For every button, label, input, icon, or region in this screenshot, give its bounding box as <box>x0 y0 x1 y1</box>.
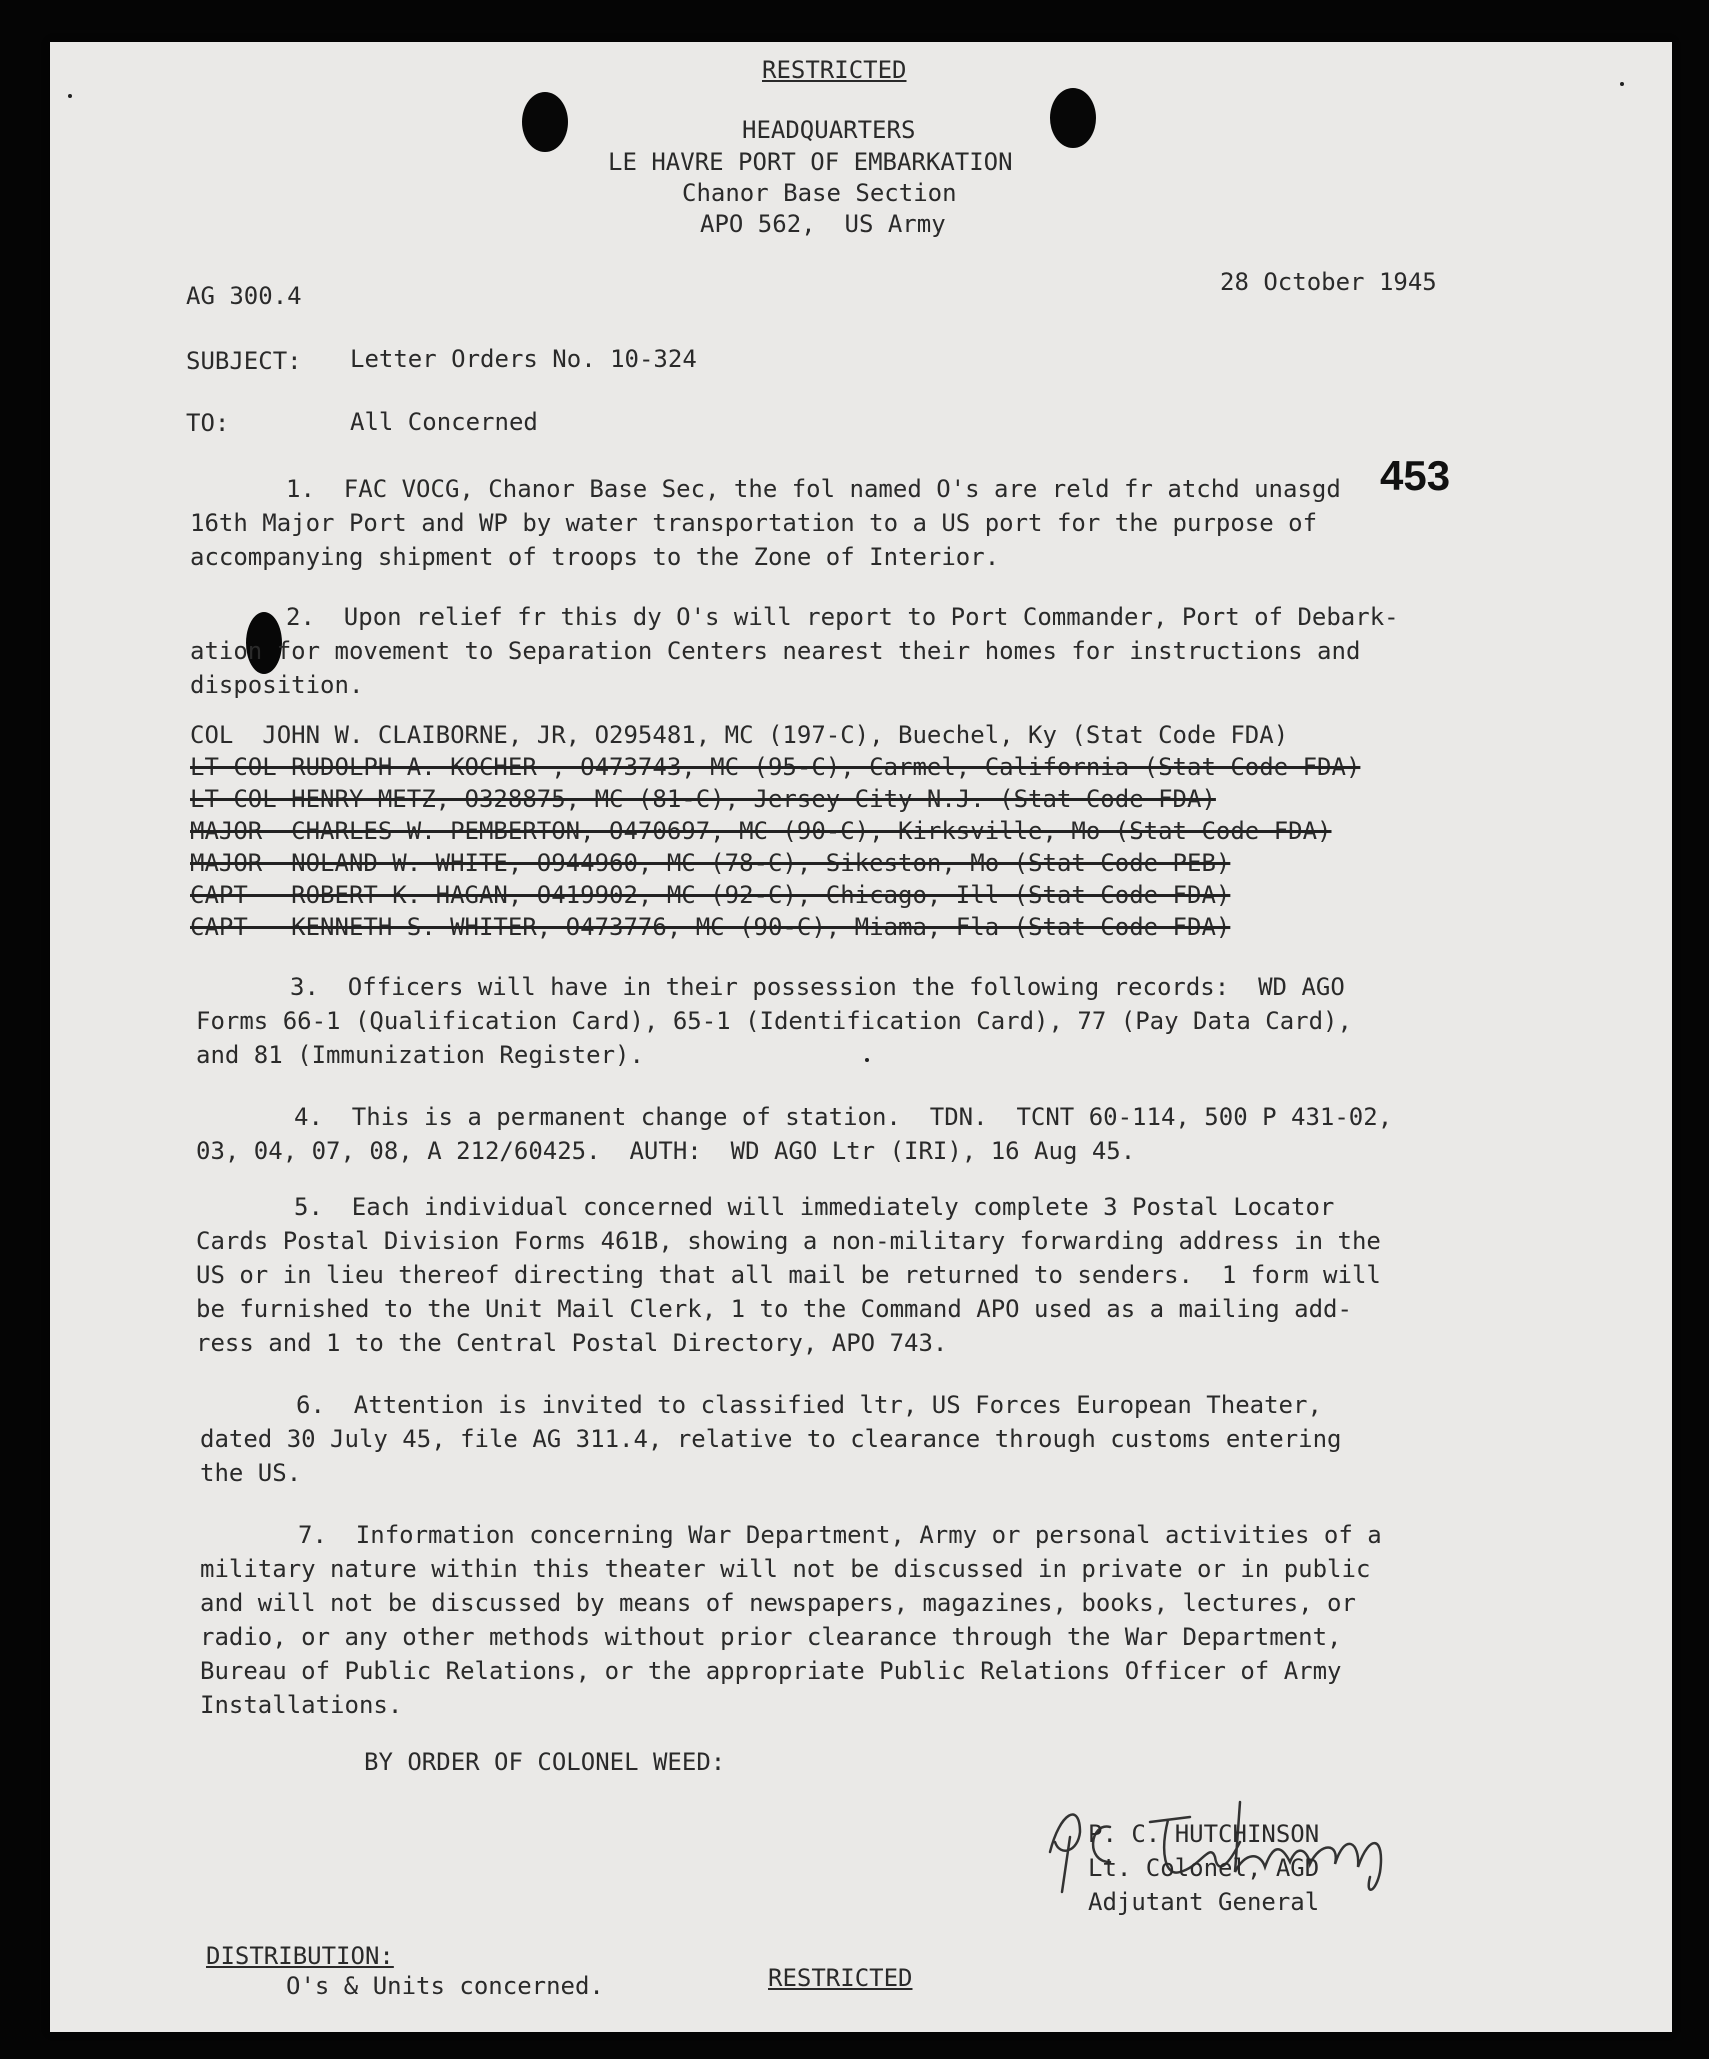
paragraph-line: Cards Postal Division Forms 461B, showing a non-military forwarding address in the <box>196 1227 1381 1255</box>
paragraph-line: 2. Upon relief fr this dy O's will report to Port Commander, Port of Debark- <box>286 603 1399 631</box>
paragraph-line: 16th Major Port and WP by water transportation to a US port for the purpose of <box>190 509 1318 537</box>
signer-title: Adjutant General <box>1088 1888 1320 1916</box>
officer-entry-struck: CAPT ROBERT K. HAGAN, O419902, MC (92-C), Chicago, Ill (Stat Code FDA) <box>190 881 1231 909</box>
paragraph-line: 03, 04, 07, 08, A 212/60425. AUTH: WD AGO Ltr (IRI), 16 Aug 45. <box>196 1137 1136 1165</box>
by-order-line: BY ORDER OF COLONEL WEED: <box>364 1748 726 1776</box>
speck <box>68 94 72 98</box>
signer-rank: Lt. Colonel, AGD <box>1088 1854 1320 1882</box>
document-page <box>50 42 1672 2032</box>
header-line-2: LE HAVRE PORT OF EMBARKATION <box>608 148 1013 176</box>
punch-hole-right <box>1050 88 1096 148</box>
paragraph-line: Forms 66-1 (Qualification Card), 65-1 (Identification Card), 77 (Pay Data Card), <box>196 1007 1352 1035</box>
paragraph-line: dated 30 July 45, file AG 311.4, relative to clearance through customs entering <box>200 1425 1342 1453</box>
paragraph-line: 7. Information concerning War Department, Army or personal activities of a <box>298 1521 1382 1549</box>
paragraph-line: military nature within this theater will not be discussed in private or in public <box>200 1555 1371 1583</box>
paragraph-line: be furnished to the Unit Mail Clerk, 1 to the Command APO used as a mailing add- <box>196 1295 1352 1323</box>
paragraph-line: and 81 (Immunization Register). <box>196 1041 644 1069</box>
signer-name: P. C. HUTCHINSON <box>1088 1820 1320 1848</box>
paragraph-line: 3. Officers will have in their possession the following records: WD AGO <box>290 973 1345 1001</box>
header-line-1: HEADQUARTERS <box>742 116 916 144</box>
paragraph-line: 5. Each individual concerned will immediately complete 3 Postal Locator <box>294 1193 1335 1221</box>
page-number: 453 <box>1380 452 1451 499</box>
punch-hole-left <box>522 92 568 152</box>
paragraph-line: disposition. <box>190 671 364 699</box>
to-text: All Concerned <box>350 408 538 436</box>
paragraph-line: the US. <box>200 1459 302 1487</box>
paragraph-line: Bureau of Public Relations, or the appropriate Public Relations Officer of Army <box>200 1657 1342 1685</box>
speck <box>1620 82 1624 86</box>
officer-entry-struck: MAJOR NOLAND W. WHITE, O944960, MC (78-C), Sikeston, Mo (Stat Code PEB) <box>190 849 1231 877</box>
subject-label: SUBJECT: <box>186 347 302 375</box>
paragraph-line: and will not be discussed by means of newspapers, magazines, books, lectures, or <box>200 1589 1356 1617</box>
header-line-4: APO 562, US Army <box>700 210 946 238</box>
paragraph-line: Installations. <box>200 1691 403 1719</box>
officer-entry-struck: LT COL HENRY METZ, O328875, MC (81-C), Jersey City N.J. (Stat Code FDA) <box>190 785 1216 813</box>
officer-entry: COL JOHN W. CLAIBORNE, JR, O295481, MC (197-C), Buechel, Ky (Stat Code FDA) <box>190 721 1289 749</box>
paragraph-line: 4. This is a permanent change of station. TDN. TCNT 60-114, 500 P 431-02, <box>294 1103 1393 1131</box>
speck <box>865 1058 869 1062</box>
paragraph-line: US or in lieu thereof directing that all mail be returned to senders. 1 form will <box>196 1261 1381 1289</box>
header-line-3: Chanor Base Section <box>682 179 957 207</box>
officer-entry-struck: MAJOR CHARLES W. PEMBERTON, O470697, MC (90-C), Kirksville, Mo (Stat Code FDA) <box>190 817 1332 845</box>
paragraph-line: radio, or any other methods without prior clearance through the War Department, <box>200 1623 1342 1651</box>
file-reference: AG 300.4 <box>186 282 302 310</box>
document-date: 28 October 1945 <box>1220 268 1437 296</box>
paragraph-line: accompanying shipment of troops to the Zone of Interior. <box>190 543 1000 571</box>
distribution-text: O's & Units concerned. <box>286 1972 604 2000</box>
classification-header: RESTRICTED <box>762 56 907 84</box>
paragraph-line: 6. Attention is invited to classified ltr, US Forces European Theater, <box>296 1391 1322 1419</box>
officer-entry-struck: CAPT KENNETH S. WHITER, O473776, MC (90-C), Miama, Fla (Stat Code FDA) <box>190 913 1231 941</box>
paragraph-line: ress and 1 to the Central Postal Directory, APO 743. <box>196 1329 948 1357</box>
subject-text: Letter Orders No. 10-324 <box>350 345 697 373</box>
to-label: TO: <box>186 409 230 437</box>
distribution-label: DISTRIBUTION: <box>206 1942 394 1970</box>
officer-entry-struck: LT COL RUDOLPH A. KOCHER , O473743, MC (95-C), Carmel, California (Stat Code FDA) <box>190 753 1361 781</box>
paragraph-line: ation for movement to Separation Centers nearest their homes for instructions and <box>190 637 1361 665</box>
classification-footer: RESTRICTED <box>768 1964 913 1992</box>
paragraph-line: 1. FAC VOCG, Chanor Base Sec, the fol named O's are reld fr atchd unasgd <box>286 475 1341 503</box>
